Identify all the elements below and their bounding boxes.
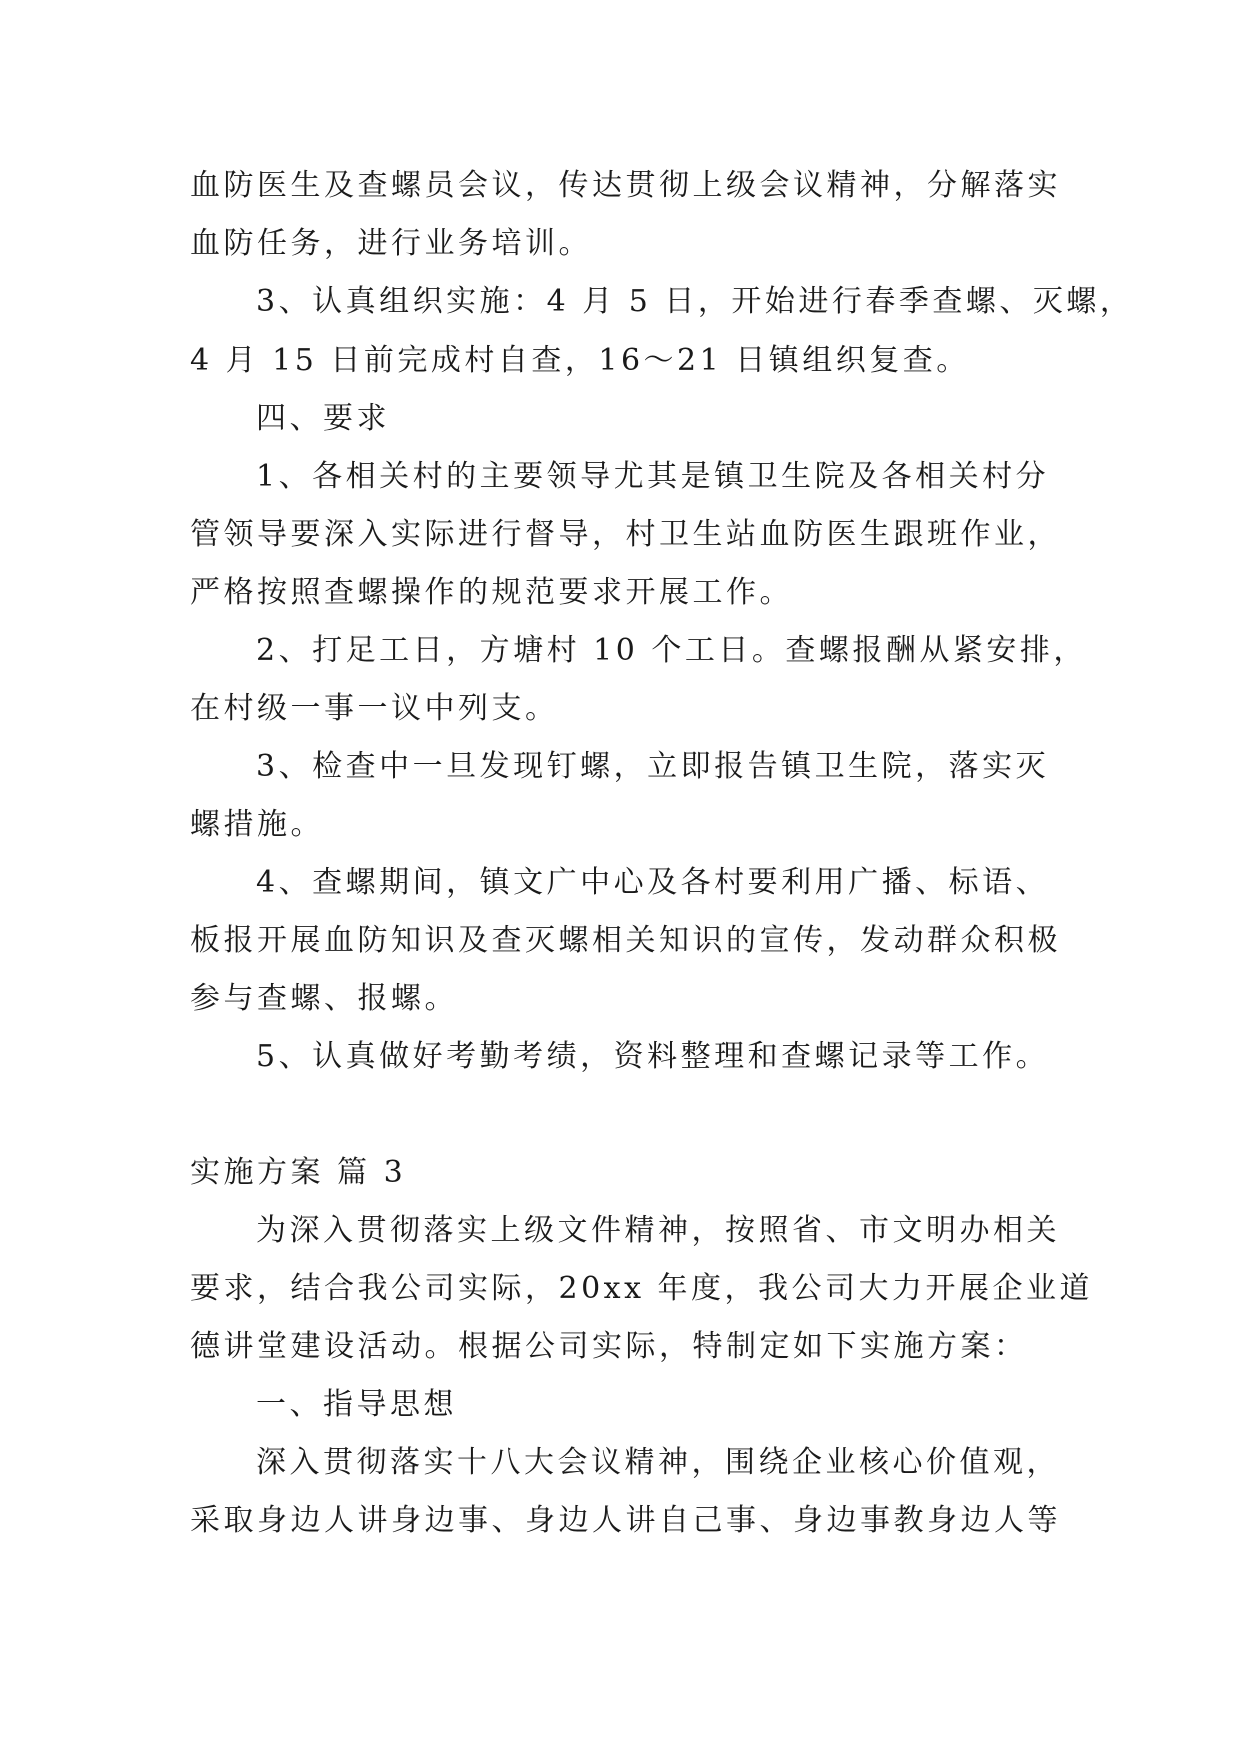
- text-line: 为深入贯彻落实上级文件精神，按照省、市文明办相关: [256, 1213, 1060, 1248]
- text-line: 2、打足工日，方塘村 10 个工日。查螺报酬从紧安排，: [256, 633, 1087, 668]
- text-line: 严格按照查螺操作的规范要求开展工作。: [190, 575, 793, 610]
- text-line: 德讲堂建设活动。根据公司实际，特制定如下实施方案：: [190, 1329, 1028, 1364]
- text-line: 1、各相关村的主要领导尤其是镇卫生院及各相关村分: [256, 459, 1050, 494]
- text-line: 血防医生及查螺员会议，传达贯彻上级会议精神，分解落实: [190, 168, 1061, 203]
- text-line: 血防任务，进行业务培训。: [190, 226, 592, 261]
- text-line: 在村级一事一议中列支。: [190, 691, 559, 726]
- text-line: 3、检查中一旦发现钉螺，立即报告镇卫生院，落实灭: [256, 749, 1050, 784]
- text-line: 管领导要深入实际进行督导，村卫生站血防医生跟班作业，: [190, 517, 1061, 552]
- text-line: 5、认真做好考勤考绩，资料整理和查螺记录等工作。: [256, 1039, 1050, 1074]
- text-line: 深入贯彻落实十八大会议精神，围绕企业核心价值观，: [256, 1445, 1060, 1480]
- text-line: 板报开展血防知识及查灭螺相关知识的宣传，发动群众积极: [190, 923, 1061, 958]
- text-line: 参与查螺、报螺。: [190, 981, 458, 1016]
- text-line: 螺措施。: [190, 807, 324, 842]
- text-line: 要求，结合我公司实际，20xx 年度，我公司大力开展企业道: [190, 1271, 1094, 1306]
- article-title: 实施方案 篇 3: [190, 1155, 407, 1190]
- section-heading: 四、要求: [256, 401, 390, 436]
- text-line: 4、查螺期间，镇文广中心及各村要利用广播、标语、: [256, 865, 1050, 900]
- text-line: 4 月 15 日前完成村自查，16～21 日镇组织复查。: [190, 343, 970, 378]
- section-heading: 一、指导思想: [256, 1387, 457, 1422]
- text-line: 3、认真组织实施：4 月 5 日，开始进行春季查螺、灭螺，: [256, 284, 1134, 319]
- text-line: 采取身边人讲身边事、身边人讲自己事、身边事教身边人等: [190, 1503, 1061, 1538]
